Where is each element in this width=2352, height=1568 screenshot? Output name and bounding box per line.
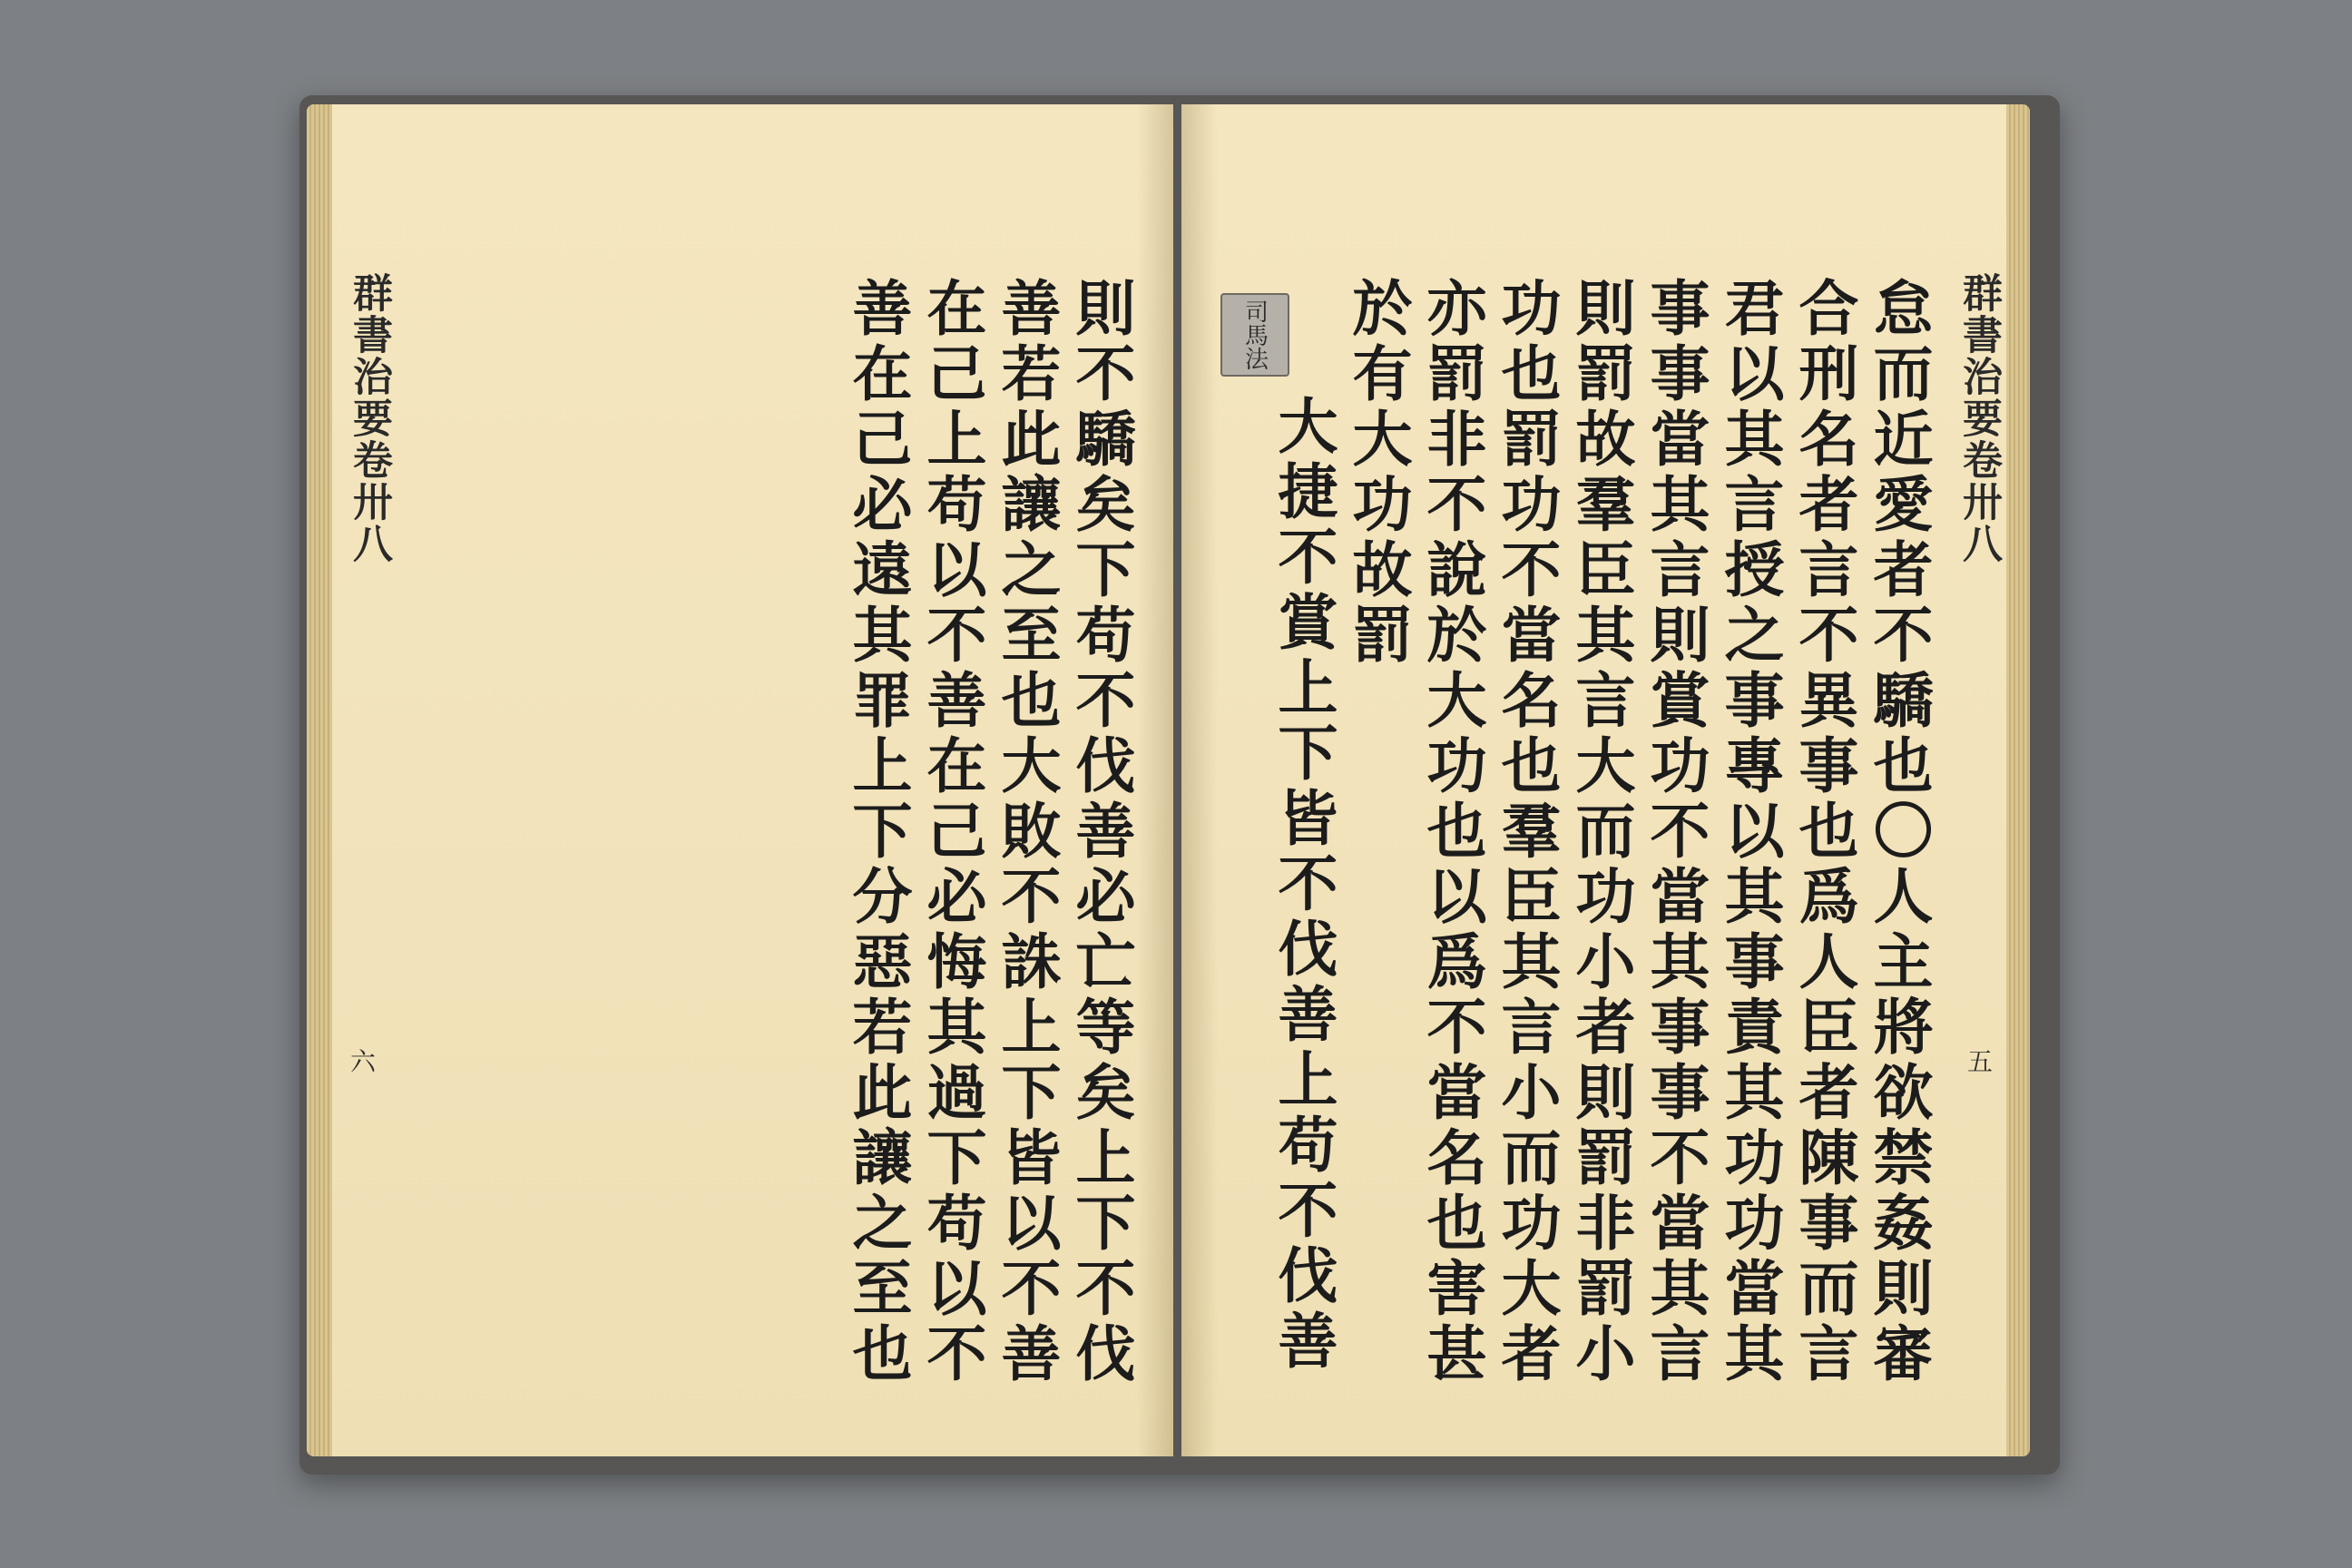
left-page-number: 六: [347, 1048, 377, 1073]
right-column-8: 於有大功故罰: [1342, 277, 1413, 669]
right-page-number: 五: [1964, 1048, 1994, 1073]
left-column-2: 善若此讓之至也大敗不誅上下皆以不善: [991, 277, 1062, 1387]
right-column-1: 怠而近愛者不驕也〇人主將欲禁姦則審: [1863, 277, 1934, 1387]
section-title-seal: 司馬法: [1220, 293, 1289, 377]
right-column-4: 事事當其言則賞功不當其事事不當其言: [1640, 277, 1710, 1387]
left-margin-title: 群書治要卷卅八: [346, 272, 392, 564]
right-column-5: 則罰故羣臣其言大而功小者則罰非罰小: [1565, 277, 1636, 1387]
right-column-7: 亦罰非不說於大功也以爲不當名也害甚: [1416, 277, 1487, 1387]
left-column-1: 則不驕矣下苟不伐善必亡等矣上下不伐: [1065, 277, 1136, 1387]
right-column-2: 合刑名者言不異事也爲人臣者陳事而言: [1788, 277, 1859, 1387]
right-column-6: 功也罰功不當名也羣臣其言小而功大者: [1491, 277, 1562, 1387]
left-column-3: 在己上苟以不善在己必悔其過下苟以不: [916, 277, 987, 1387]
left-page-edge: [307, 104, 332, 1456]
left-page: [307, 104, 1173, 1456]
right-margin-title: 群書治要卷卅八: [1955, 272, 2002, 564]
right-column-3: 君以其言授之事專以其事責其功功當其: [1714, 277, 1785, 1387]
right-column-9: 大捷不賞上下皆不伐善上苟不伐善: [1268, 395, 1338, 1375]
right-page-edge: [2006, 104, 2030, 1456]
left-column-4: 善在己必遠其罪上下分惡若此讓之至也: [842, 277, 913, 1387]
right-page: [1181, 104, 2030, 1456]
right-gutter-shadow: [1181, 104, 1218, 1456]
left-gutter-shadow: [1137, 104, 1173, 1456]
